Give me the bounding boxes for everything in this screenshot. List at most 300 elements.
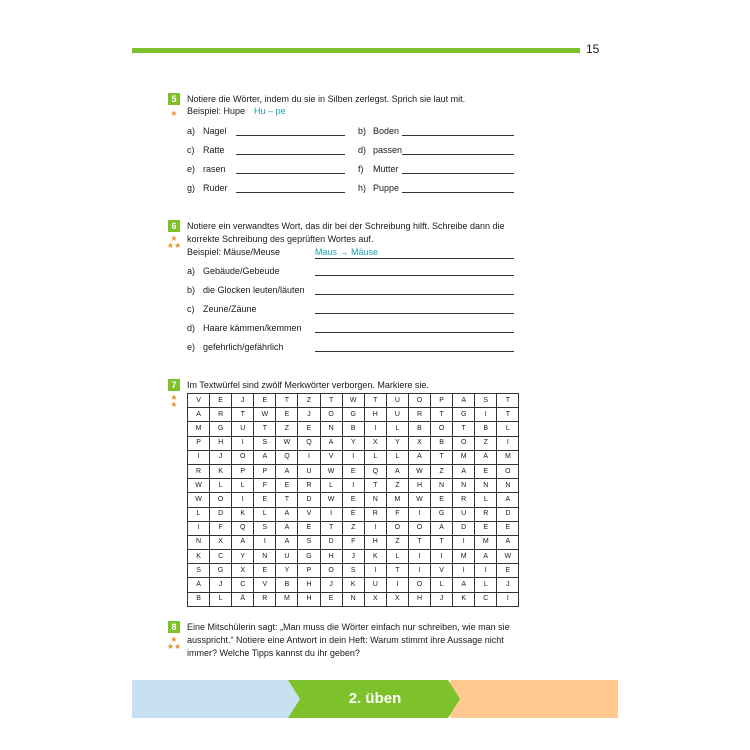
grid-cell[interactable]: K [342,578,364,592]
grid-cell[interactable]: E [298,521,320,535]
grid-cell[interactable]: M [453,550,475,564]
grid-cell[interactable]: I [232,493,254,507]
grid-cell[interactable]: L [188,507,210,521]
grid-cell[interactable]: W [342,394,364,408]
grid-cell[interactable]: Z [276,422,298,436]
grid-cell[interactable]: T [254,422,276,436]
grid-cell[interactable]: A [431,521,453,535]
grid-cell[interactable]: O [497,464,519,478]
difficulty-stars: ★ [170,109,178,118]
answer-line[interactable] [236,154,345,155]
banner-left-segment [132,680,302,718]
grid-cell[interactable]: E [431,493,453,507]
task8-text-line2: ausspricht.“ Notiere eine Antwort in dein Heft: Warum stimmt ihre Aussage nicht [187,635,504,645]
grid-cell[interactable]: O [320,408,342,422]
grid-cell[interactable]: E [497,521,519,535]
grid-cell[interactable]: U [364,578,386,592]
grid-cell[interactable]: V [431,564,453,578]
grid-cell[interactable]: E [276,408,298,422]
grid-cell[interactable]: L [475,493,497,507]
grid-cell[interactable]: E [210,394,232,408]
task-number-8: 8 [168,621,180,633]
grid-cell[interactable]: R [254,592,276,606]
grid-cell[interactable]: N [188,535,210,549]
grid-cell[interactable]: I [475,564,497,578]
grid-cell[interactable]: T [276,394,298,408]
item-letter: e) [187,164,196,174]
answer-line[interactable] [236,173,345,174]
grid-cell[interactable]: B [276,578,298,592]
grid-cell[interactable]: O [320,564,342,578]
grid-cell[interactable]: A [254,450,276,464]
grid-cell[interactable]: B [431,436,453,450]
grid-cell[interactable]: L [254,507,276,521]
grid-cell[interactable]: U [453,507,475,521]
grid-cell[interactable]: S [342,564,364,578]
grid-cell[interactable]: I [497,436,519,450]
grid-cell[interactable]: O [232,450,254,464]
grid-cell[interactable]: N [453,479,475,493]
grid-cell[interactable]: J [298,408,320,422]
grid-cell[interactable]: G [431,507,453,521]
grid-cell[interactable]: U [232,422,254,436]
grid-cell[interactable]: I [342,450,364,464]
grid-cell[interactable]: P [254,464,276,478]
grid-row [188,521,519,535]
grid-cell[interactable]: G [453,408,475,422]
grid-cell[interactable]: A [453,394,475,408]
grid-cell[interactable]: F [210,521,232,535]
grid-cell[interactable]: T [431,535,453,549]
grid-cell[interactable]: A [453,578,475,592]
grid-cell[interactable]: L [210,479,232,493]
grid-cell[interactable]: I [408,550,430,564]
grid-cell[interactable]: M [475,535,497,549]
grid-cell[interactable]: I [232,436,254,450]
grid-cell[interactable]: E [497,564,519,578]
difficulty-stars: ★ [170,393,178,402]
grid-cell[interactable]: W [497,550,519,564]
grid-cell[interactable]: T [431,408,453,422]
task7-instruction: Im Textwürfel sind zwölf Merkwörter verborgen. Markiere sie. [187,380,429,390]
grid-cell[interactable]: K [232,507,254,521]
grid-row [188,479,519,493]
grid-cell[interactable]: T [232,408,254,422]
grid-cell[interactable]: J [232,394,254,408]
grid-cell[interactable]: P [431,394,453,408]
grid-cell[interactable]: T [364,479,386,493]
grid-cell[interactable]: A [276,521,298,535]
grid-cell[interactable]: I [298,450,320,464]
grid-cell[interactable]: L [386,422,408,436]
grid-cell[interactable]: Q [232,521,254,535]
answer-line[interactable] [402,154,514,155]
grid-cell[interactable]: J [210,450,232,464]
item-letter: h) [358,183,367,193]
item-letter: a) [187,126,196,136]
grid-cell[interactable]: E [320,592,342,606]
grid-cell[interactable]: W [408,493,430,507]
grid-cell[interactable]: H [364,535,386,549]
grid-cell[interactable]: T [320,521,342,535]
item-word: Nagel [203,126,227,136]
grid-cell[interactable]: R [408,408,430,422]
grid-cell[interactable]: D [497,507,519,521]
grid-cell[interactable]: E [475,521,497,535]
grid-cell[interactable]: H [364,408,386,422]
grid-cell[interactable]: I [408,564,430,578]
grid-cell[interactable]: Z [342,521,364,535]
answer-line[interactable] [315,351,514,352]
page-number: 15 [586,42,600,56]
task5-instruction: Notiere die Wörter, indem du sie in Silben zerlegst. Sprich sie laut mit. [187,94,466,104]
item-letter: d) [358,145,367,155]
grid-cell[interactable]: D [210,507,232,521]
grid-cell[interactable]: I [497,592,519,606]
grid-cell[interactable]: T [497,408,519,422]
grid-cell[interactable]: J [431,592,453,606]
difficulty-stars: ★★ [166,642,182,651]
grid-cell[interactable]: D [298,493,320,507]
grid-cell[interactable]: I [386,578,408,592]
grid-cell[interactable]: N [254,550,276,564]
grid-cell[interactable]: H [210,436,232,450]
grid-cell[interactable]: I [408,507,430,521]
grid-cell[interactable]: P [232,464,254,478]
grid-cell[interactable]: E [254,564,276,578]
grid-cell[interactable]: A [475,450,497,464]
grid-cell[interactable]: R [188,464,210,478]
item-letter: a) [187,266,196,276]
grid-cell[interactable]: R [364,507,386,521]
grid-cell[interactable]: E [254,493,276,507]
grid-cell[interactable]: F [254,479,276,493]
grid-cell[interactable]: I [453,535,475,549]
grid-cell[interactable]: W [408,464,430,478]
grid-cell[interactable]: W [320,493,342,507]
grid-cell[interactable]: L [386,450,408,464]
grid-cell[interactable]: A [276,507,298,521]
grid-cell[interactable]: U [386,408,408,422]
item-letter: c) [187,304,195,314]
task5-example-answer: Hu – pe [254,106,286,116]
grid-cell[interactable]: A [386,464,408,478]
grid-cell[interactable]: A [497,535,519,549]
task6-example-label: Beispiel: Mäuse/Meuse [187,247,281,257]
grid-cell[interactable]: F [386,507,408,521]
grid-cell[interactable]: H [320,550,342,564]
answer-line[interactable] [402,173,514,174]
answer-line[interactable] [315,275,514,276]
grid-cell[interactable]: T [276,493,298,507]
grid-cell[interactable]: J [320,578,342,592]
grid-cell[interactable]: M [386,493,408,507]
grid-cell[interactable]: P [298,564,320,578]
task6-instruction-line2: korrekte Schreibung des geprüften Wortes auf. [187,234,374,244]
grid-cell[interactable]: F [342,535,364,549]
grid-row [188,535,519,549]
grid-cell[interactable]: O [386,521,408,535]
grid-cell[interactable]: M [276,592,298,606]
grid-cell[interactable]: L [320,479,342,493]
grid-cell[interactable]: L [497,422,519,436]
answer-line[interactable] [315,294,514,295]
grid-cell[interactable]: O [408,521,430,535]
grid-cell[interactable]: W [188,479,210,493]
grid-cell[interactable]: E [342,507,364,521]
answer-line[interactable] [236,192,345,193]
grid-cell[interactable]: R [475,507,497,521]
grid-cell[interactable]: K [188,550,210,564]
answer-line[interactable] [402,192,514,193]
grid-cell[interactable]: E [298,422,320,436]
item-word: gefehrlich/gefährlich [203,342,284,352]
grid-cell[interactable]: O [408,394,430,408]
grid-cell[interactable]: S [188,564,210,578]
grid-cell[interactable]: Z [475,436,497,450]
header-bar [132,48,580,53]
grid-row [188,507,519,521]
grid-cell[interactable]: N [364,493,386,507]
grid-cell[interactable]: M [453,450,475,464]
answer-line[interactable] [236,135,345,136]
grid-cell[interactable]: W [320,464,342,478]
grid-cell[interactable]: R [210,408,232,422]
grid-row [188,578,519,592]
grid-cell[interactable]: C [475,592,497,606]
task-number-7: 7 [168,379,180,391]
item-word: Ruder [203,183,228,193]
grid-cell[interactable]: Q [298,436,320,450]
grid-cell[interactable]: J [497,578,519,592]
task-number-6: 6 [168,220,180,232]
grid-cell[interactable]: L [210,592,232,606]
grid-cell[interactable]: T [364,394,386,408]
item-letter: c) [187,145,195,155]
grid-cell[interactable]: D [453,521,475,535]
grid-row [188,408,519,422]
grid-cell[interactable]: N [431,479,453,493]
grid-cell[interactable]: E [475,464,497,478]
grid-cell[interactable]: Q [364,464,386,478]
grid-cell[interactable]: L [475,578,497,592]
grid-cell[interactable]: K [453,592,475,606]
grid-cell[interactable]: R [298,479,320,493]
grid-cell[interactable]: N [497,479,519,493]
item-word: Mutter [373,164,399,174]
grid-row [188,564,519,578]
grid-cell[interactable]: T [453,422,475,436]
grid-cell[interactable]: S [475,394,497,408]
grid-cell[interactable]: P [188,436,210,450]
grid-cell[interactable]: E [276,479,298,493]
grid-cell[interactable]: L [232,479,254,493]
grid-cell[interactable]: A [188,408,210,422]
grid-cell[interactable]: I [431,550,453,564]
grid-cell[interactable]: W [188,493,210,507]
grid-cell[interactable]: N [320,422,342,436]
task6-instruction-line1: Notiere ein verwandtes Wort, das dir bei der Schreibung hilft. Schreibe dann die [187,221,505,231]
item-word: rasen [203,164,226,174]
grid-cell[interactable]: A [276,464,298,478]
grid-cell[interactable]: Z [386,535,408,549]
grid-cell[interactable]: A [232,535,254,549]
grid-cell[interactable]: H [298,578,320,592]
grid-cell[interactable]: Q [276,450,298,464]
grid-cell[interactable]: S [254,436,276,450]
grid-row [188,422,519,436]
item-word: Boden [373,126,400,136]
grid-cell[interactable]: Z [386,479,408,493]
grid-cell[interactable]: X [386,592,408,606]
grid-row [188,436,519,450]
item-word: Zeune/Zäune [203,304,257,314]
grid-cell[interactable]: I [188,450,210,464]
item-letter: f) [358,164,364,174]
grid-cell[interactable]: J [342,550,364,564]
grid-cell[interactable]: N [475,479,497,493]
grid-cell[interactable]: Y [276,564,298,578]
grid-cell[interactable]: G [298,550,320,564]
grid-cell[interactable]: E [342,493,364,507]
grid-cell[interactable]: M [497,450,519,464]
grid-cell[interactable]: A [453,464,475,478]
grid-cell[interactable]: V [188,394,210,408]
task-number-5: 5 [168,93,180,105]
grid-cell[interactable]: L [386,550,408,564]
grid-cell[interactable]: G [210,422,232,436]
grid-cell[interactable]: U [276,550,298,564]
grid-cell[interactable]: D [320,535,342,549]
grid-cell[interactable]: C [232,578,254,592]
item-letter: e) [187,342,196,352]
grid-cell[interactable]: B [342,422,364,436]
grid-cell[interactable]: X [364,592,386,606]
grid-cell[interactable]: I [364,422,386,436]
grid-cell[interactable]: H [408,479,430,493]
grid-cell[interactable]: G [210,564,232,578]
answer-line[interactable] [315,313,514,314]
grid-cell[interactable]: S [254,521,276,535]
banner-label: 2. üben [348,690,402,707]
task8-text-line1: Eine Mitschülerin sagt: „Man muss die Wörter einfach nur schreiben, wie man sie [187,622,510,632]
grid-cell[interactable]: T [408,535,430,549]
grid-row [188,394,519,408]
grid-cell[interactable]: X [232,564,254,578]
grid-cell[interactable]: M [188,422,210,436]
grid-row [188,493,519,507]
example-line [315,258,514,259]
grid-cell[interactable]: V [320,450,342,464]
grid-cell[interactable]: O [210,493,232,507]
grid-cell[interactable]: X [364,436,386,450]
grid-cell[interactable]: T [431,450,453,464]
grid-cell[interactable]: U [298,464,320,478]
grid-cell[interactable]: R [453,493,475,507]
grid-cell[interactable]: Y [342,436,364,450]
grid-cell[interactable]: I [364,521,386,535]
grid-cell[interactable]: Y [232,550,254,564]
grid-cell[interactable]: A [408,450,430,464]
grid-cell[interactable]: A [188,578,210,592]
grid-cell[interactable]: V [298,507,320,521]
grid-cell[interactable]: U [386,394,408,408]
task6-example-answer: Maus → Mäuse [315,247,379,257]
grid-cell[interactable]: B [408,422,430,436]
grid-cell[interactable]: C [210,550,232,564]
grid-cell[interactable]: N [342,592,364,606]
grid-cell[interactable]: I [475,408,497,422]
grid-row [188,550,519,564]
item-word: die Glocken leuten/läuten [203,285,305,295]
item-word: Gebäude/Gebeude [203,266,280,276]
grid-cell[interactable]: B [475,422,497,436]
grid-cell[interactable]: L [364,450,386,464]
grid-cell[interactable]: B [188,592,210,606]
grid-cell[interactable]: K [210,464,232,478]
item-letter: g) [187,183,196,193]
answer-line[interactable] [315,332,514,333]
grid-cell[interactable]: H [408,592,430,606]
banner-right-segment [450,680,618,718]
grid-cell[interactable]: O [408,578,430,592]
grid-cell[interactable]: Ä [232,592,254,606]
grid-cell[interactable]: H [298,592,320,606]
item-letter: b) [187,285,196,295]
grid-row [188,464,519,478]
grid-cell[interactable]: E [254,394,276,408]
grid-cell[interactable]: O [431,422,453,436]
grid-cell[interactable]: V [254,578,276,592]
item-word: Ratte [203,145,225,155]
task5-example-label: Beispiel: Hupe [187,106,246,116]
item-word: Puppe [373,183,400,193]
grid-cell[interactable]: Z [298,394,320,408]
grid-cell[interactable]: A [497,493,519,507]
grid-cell[interactable]: I [342,479,364,493]
grid-cell[interactable]: A [320,436,342,450]
grid-cell[interactable]: I [320,507,342,521]
grid-cell[interactable]: T [320,394,342,408]
grid-cell[interactable]: Y [386,436,408,450]
answer-line[interactable] [402,135,514,136]
task8-text-line3: immer? Welche Tipps kannst du ihr geben? [187,648,360,658]
word-search-grid [187,393,519,607]
grid-cell[interactable]: T [386,564,408,578]
grid-cell[interactable]: I [254,535,276,549]
grid-cell[interactable]: L [431,578,453,592]
grid-cell[interactable]: G [342,408,364,422]
grid-cell[interactable]: A [276,535,298,549]
grid-cell[interactable]: W [276,436,298,450]
grid-cell[interactable]: X [210,535,232,549]
grid-cell[interactable]: K [364,550,386,564]
grid-cell[interactable]: I [453,564,475,578]
grid-cell[interactable]: O [453,436,475,450]
grid-cell[interactable]: X [408,436,430,450]
grid-cell[interactable]: E [342,464,364,478]
grid-cell[interactable]: T [497,394,519,408]
grid-cell[interactable]: I [188,521,210,535]
grid-cell[interactable]: S [298,535,320,549]
grid-cell[interactable]: I [364,564,386,578]
grid-row [188,592,519,606]
item-word: Haare kämmen/kemmen [203,323,302,333]
grid-cell[interactable]: A [475,550,497,564]
grid-cell[interactable]: Z [431,464,453,478]
grid-cell[interactable]: W [254,408,276,422]
grid-cell[interactable]: J [210,578,232,592]
